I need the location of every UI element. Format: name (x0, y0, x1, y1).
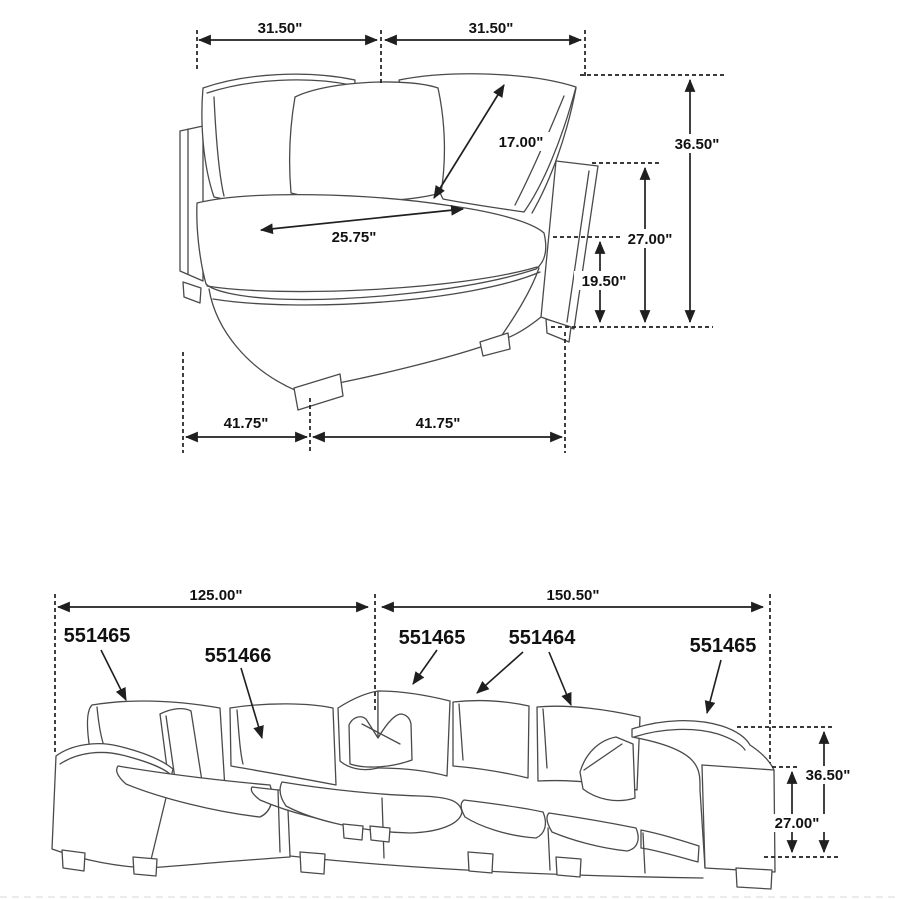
chair-center-pillow (290, 82, 445, 201)
dim-seat-height: 19.50" (581, 273, 627, 290)
sectional-drawing (52, 587, 858, 889)
dim-overall-height: 36.50" (674, 136, 720, 153)
dim-left-run-width: 125.00" (189, 587, 243, 604)
sku-label-corner: 551465 (398, 627, 466, 649)
dim-top-width-right: 31.50" (468, 20, 514, 37)
dim-sectional-overall-height: 36.50" (805, 767, 851, 784)
dim-back-cushion: 17.00" (498, 134, 544, 151)
sectional-left-arm (52, 744, 173, 868)
dim-depth-right: 41.75" (415, 415, 461, 432)
dim-sectional-arm-height: 27.00" (774, 815, 820, 832)
sku-label-left-end: 551465 (63, 625, 131, 647)
sku-label-armless-left: 551466 (204, 645, 272, 667)
dim-depth-left: 41.75" (223, 415, 269, 432)
dim-seat-depth: 25.75" (331, 229, 377, 246)
chair-right-wing-panel (541, 161, 598, 342)
dim-top-width-left: 31.50" (257, 20, 303, 37)
corner-chair-drawing (180, 20, 727, 453)
dim-right-run-width: 150.50" (546, 587, 600, 604)
chair-seat-cushion (197, 195, 546, 305)
sectional-corner-backs (338, 691, 450, 776)
chair-right-leg (480, 333, 510, 356)
sectional-legs (62, 824, 772, 889)
sku-label-armless-pair: 551464 (508, 627, 576, 649)
sku-label-right-end: 551465 (689, 635, 757, 657)
chair-front-leg (294, 374, 343, 410)
dim-arm-height: 27.00" (627, 231, 673, 248)
